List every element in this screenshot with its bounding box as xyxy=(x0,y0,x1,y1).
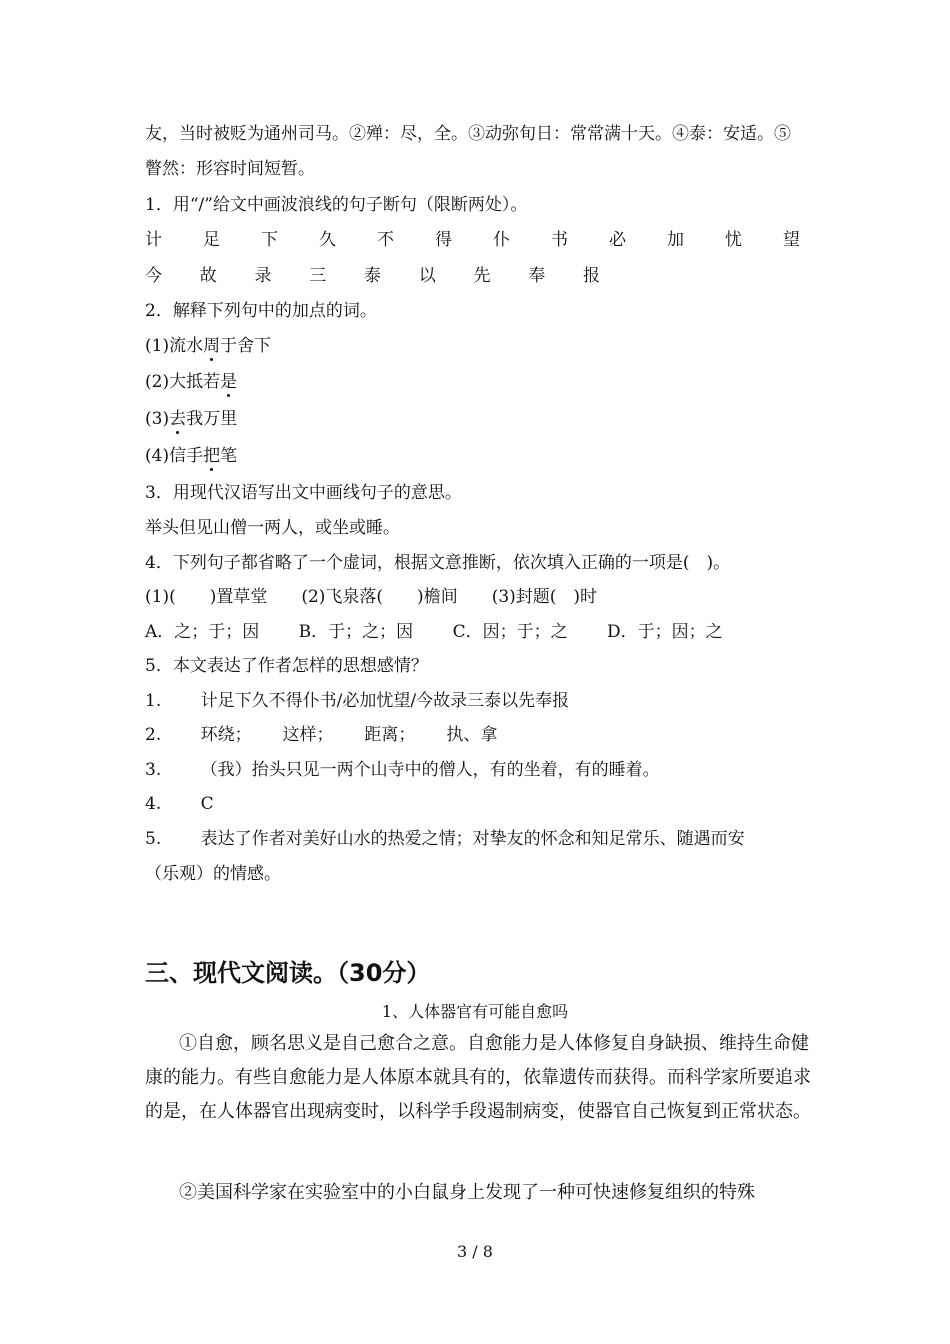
dotted-word: 把 xyxy=(203,446,221,466)
note-line-1: 友，当时被贬为通州司马。②殚：尽，全。③动弥旬日：常常满十天。④泰：安适。⑤ xyxy=(145,124,791,144)
char-cell: 足 xyxy=(203,230,220,250)
question-2: 2．解释下列句中的加点的词。 xyxy=(145,301,377,321)
dotted-word: 周 xyxy=(203,336,221,356)
item-prefix: (1)流水 xyxy=(145,336,204,356)
question-2-item-1 xyxy=(145,334,812,358)
question-4: 4．下列句子都省略了一个虚词，根据文意推断，依次填入正确的一项是( )。 xyxy=(145,553,731,573)
dotted-word: 是 xyxy=(220,372,238,392)
paragraph-text: ①自愈，顾名思义是自己愈合之意。自愈能力是人体修复自身缺损、维持生命健康的能力。有些自愈能力是人体原本就具有的，依靠遗传而获得。而科学家所要追求的是，在人体器官出现病变时，以科学手段遏制病变，使器官自己恢复到正常状态。 xyxy=(145,1033,811,1122)
char-cell: 加 xyxy=(667,230,684,250)
item-suffix: 我万里 xyxy=(186,409,238,429)
question-2-item-3 xyxy=(145,407,812,431)
char-cell: 报 xyxy=(583,266,600,286)
question-4-options: A．之；于；因 B．于；之；因 C．因；于；之 D．于；因；之 xyxy=(145,622,723,642)
question-3: 3．用现代汉语写出文中画线句子的意思。 xyxy=(145,483,462,503)
answer-2: 2. 环绕； 这样； 距离； 执、拿 xyxy=(145,725,498,745)
article-paragraph-1 xyxy=(145,1027,813,1129)
dotted-word: 去 xyxy=(169,409,187,429)
note-line-2: 瞥然：形容时间短暂。 xyxy=(145,159,315,179)
char-cell: 得 xyxy=(435,230,452,250)
answer-3: 3. （我）抬头只见一两个山寺中的僧人，有的坐着，有的睡着。 xyxy=(145,760,660,780)
article-title: 1、人体器官有可能自愈吗 xyxy=(381,1002,569,1021)
question-1: 1．用“/”给文中画波浪线的句子断句（限断两处）。 xyxy=(145,195,528,215)
article-paragraph-2 xyxy=(145,1176,813,1210)
char-cell: 忧 xyxy=(725,230,742,250)
char-cell: 不 xyxy=(377,230,394,250)
question-5: 5．本文表达了作者怎样的思想感情？ xyxy=(145,656,428,676)
section-heading: 三、现代文阅读。（30分） xyxy=(145,959,431,987)
char-cell: 泰 xyxy=(364,266,381,286)
question-2-item-2 xyxy=(145,370,812,394)
char-cell: 望 xyxy=(783,230,800,250)
answer-5-line-1: 5. 表达了作者对美好山水的热爱之情；对挚友的怀念和知足常乐、随遇而安 xyxy=(145,829,745,849)
char-cell: 书 xyxy=(551,230,568,250)
char-cell: 计 xyxy=(145,230,162,250)
char-cell: 下 xyxy=(261,230,278,250)
item-prefix: (3) xyxy=(145,409,170,429)
char-cell: 今 xyxy=(145,266,162,286)
item-prefix: (2)大抵若 xyxy=(145,372,221,392)
char-cell: 三 xyxy=(309,266,327,286)
char-cell: 故 xyxy=(199,266,217,286)
char-cell: 久 xyxy=(319,230,336,250)
question-1-row-2 xyxy=(145,264,600,288)
char-cell: 奉 xyxy=(528,266,546,286)
question-2-item-4 xyxy=(145,444,812,468)
answer-4: 4. C xyxy=(145,794,214,814)
char-cell: 录 xyxy=(254,266,272,286)
char-cell: 以 xyxy=(418,266,436,286)
page-number: 3 / 8 xyxy=(457,1242,493,1261)
answer-1: 1. 计足下久不得仆书/必加忧望/今故录三泰以先奉报 xyxy=(145,691,570,711)
char-cell: 仆 xyxy=(493,230,510,250)
question-1-row-1 xyxy=(145,228,800,252)
question-3-sentence: 举头但见山僧一两人，或坐或睡。 xyxy=(145,518,400,538)
char-cell: 必 xyxy=(609,230,626,250)
char-cell: 先 xyxy=(473,266,491,286)
item-suffix: 于舍下 xyxy=(220,336,272,356)
item-prefix: (4)信手 xyxy=(145,446,204,466)
item-suffix: 笔 xyxy=(220,446,238,466)
answer-5-line-2: （乐观）的情感。 xyxy=(145,864,281,884)
paragraph-text: ②美国科学家在实验室中的小白鼠身上发现了一种可快速修复组织的特殊 xyxy=(179,1182,755,1203)
question-4-blanks: (1)( )置草堂 (2)飞泉落( )檐间 (3)封题( )时 xyxy=(145,587,598,607)
